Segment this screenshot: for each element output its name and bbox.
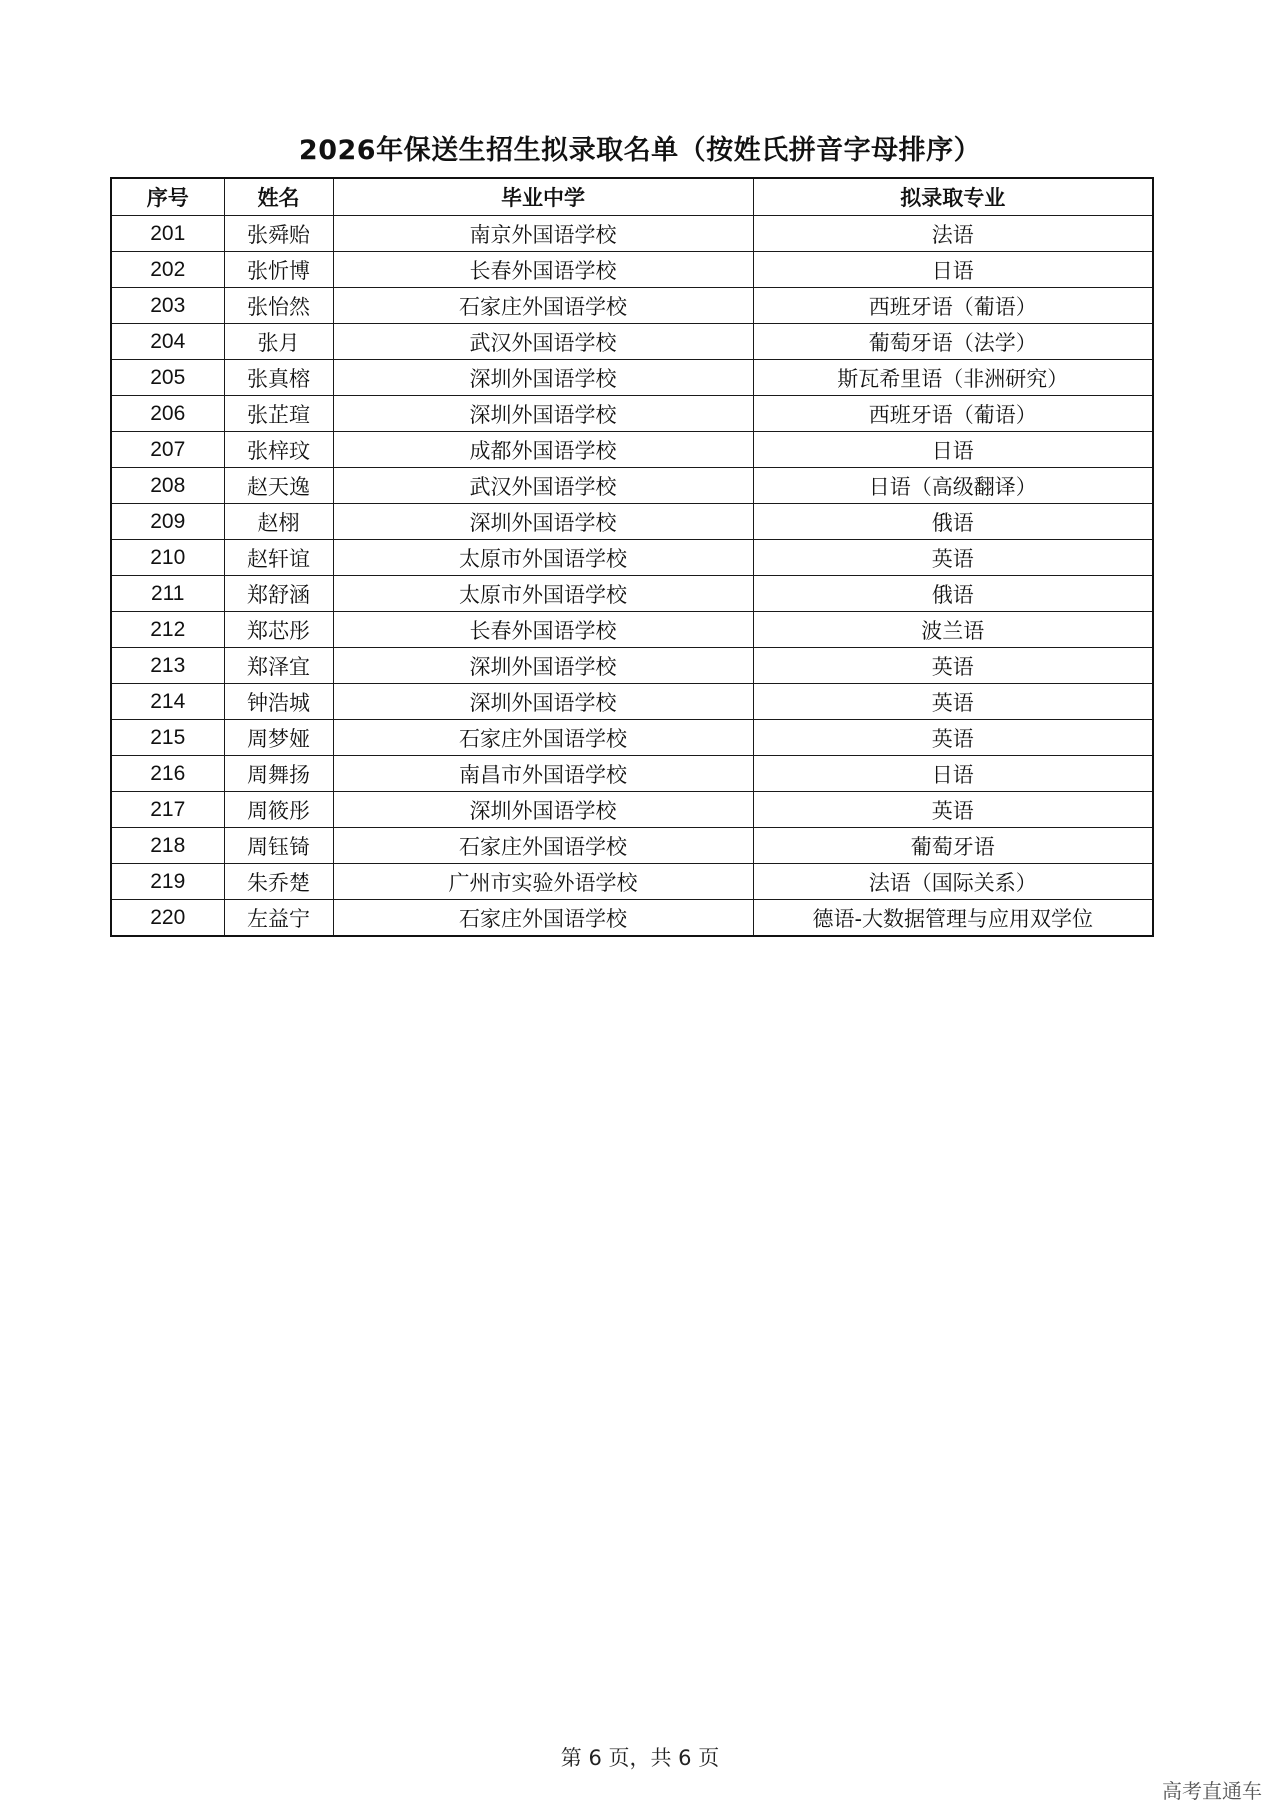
cell-name: 张梓玟 [224, 432, 333, 468]
cell-serial-number: 215 [111, 720, 224, 756]
cell-serial-number: 219 [111, 864, 224, 900]
cell-major: 法语 [753, 216, 1153, 252]
cell-name: 赵栩 [224, 504, 333, 540]
cell-name: 张怡然 [224, 288, 333, 324]
table-header [111, 178, 1153, 216]
cell-serial-number: 211 [111, 576, 224, 612]
cell-major: 波兰语 [753, 612, 1153, 648]
cell-name: 周钰锜 [224, 828, 333, 864]
header-major: 拟录取专业 [753, 178, 1153, 216]
cell-major: 法语（国际关系） [753, 864, 1153, 900]
cell-serial-number: 203 [111, 288, 224, 324]
cell-high-school: 石家庄外国语学校 [333, 900, 753, 937]
cell-high-school: 太原市外国语学校 [333, 540, 753, 576]
cell-serial-number: 204 [111, 324, 224, 360]
cell-high-school: 石家庄外国语学校 [333, 288, 753, 324]
table-row [111, 684, 1153, 720]
table-row [111, 468, 1153, 504]
cell-serial-number: 218 [111, 828, 224, 864]
table-row [111, 648, 1153, 684]
cell-high-school: 武汉外国语学校 [333, 324, 753, 360]
cell-name: 赵天逸 [224, 468, 333, 504]
cell-serial-number: 210 [111, 540, 224, 576]
cell-high-school: 深圳外国语学校 [333, 504, 753, 540]
cell-high-school: 长春外国语学校 [333, 612, 753, 648]
table-body [111, 216, 1153, 937]
cell-major: 葡萄牙语 [753, 828, 1153, 864]
table-row [111, 324, 1153, 360]
cell-high-school: 深圳外国语学校 [333, 396, 753, 432]
table-row [111, 288, 1153, 324]
cell-serial-number: 217 [111, 792, 224, 828]
cell-serial-number: 207 [111, 432, 224, 468]
cell-name: 郑芯彤 [224, 612, 333, 648]
cell-major: 西班牙语（葡语） [753, 288, 1153, 324]
table-row [111, 360, 1153, 396]
table-row [111, 576, 1153, 612]
cell-major: 英语 [753, 720, 1153, 756]
cell-major: 英语 [753, 684, 1153, 720]
cell-name: 左益宁 [224, 900, 333, 937]
table-row [111, 612, 1153, 648]
cell-name: 张真榕 [224, 360, 333, 396]
cell-serial-number: 202 [111, 252, 224, 288]
cell-name: 钟浩城 [224, 684, 333, 720]
table-row [111, 396, 1153, 432]
cell-name: 张忻博 [224, 252, 333, 288]
cell-high-school: 深圳外国语学校 [333, 360, 753, 396]
table-row [111, 432, 1153, 468]
cell-major: 英语 [753, 648, 1153, 684]
cell-major: 英语 [753, 540, 1153, 576]
cell-name: 张舜贻 [224, 216, 333, 252]
cell-serial-number: 214 [111, 684, 224, 720]
cell-major: 德语-大数据管理与应用双学位 [753, 900, 1153, 937]
header-high-school: 毕业中学 [333, 178, 753, 216]
cell-high-school: 深圳外国语学校 [333, 792, 753, 828]
cell-name: 郑舒涵 [224, 576, 333, 612]
cell-serial-number: 220 [111, 900, 224, 937]
cell-major: 斯瓦希里语（非洲研究） [753, 360, 1153, 396]
header-serial-number: 序号 [111, 178, 224, 216]
header-name: 姓名 [224, 178, 333, 216]
document-title: 2026年保送生招生拟录取名单（按姓氏拼音字母排序） [298, 135, 982, 166]
table-row [111, 720, 1153, 756]
cell-major: 日语 [753, 252, 1153, 288]
cell-high-school: 太原市外国语学校 [333, 576, 753, 612]
cell-high-school: 南京外国语学校 [333, 216, 753, 252]
cell-name: 朱乔楚 [224, 864, 333, 900]
table-row [111, 540, 1153, 576]
table-row [111, 900, 1153, 937]
table-row [111, 792, 1153, 828]
cell-high-school: 成都外国语学校 [333, 432, 753, 468]
cell-serial-number: 212 [111, 612, 224, 648]
table-row [111, 756, 1153, 792]
watermark-text: 高考直通车 [1162, 1779, 1262, 1803]
cell-major: 西班牙语（葡语） [753, 396, 1153, 432]
cell-major: 俄语 [753, 576, 1153, 612]
cell-name: 赵轩谊 [224, 540, 333, 576]
header-row [111, 178, 1153, 216]
admission-table [110, 177, 1154, 937]
cell-name: 郑泽宜 [224, 648, 333, 684]
cell-serial-number: 208 [111, 468, 224, 504]
table-row [111, 216, 1153, 252]
cell-high-school: 石家庄外国语学校 [333, 720, 753, 756]
table-row [111, 252, 1153, 288]
cell-high-school: 深圳外国语学校 [333, 684, 753, 720]
cell-high-school: 长春外国语学校 [333, 252, 753, 288]
cell-major: 俄语 [753, 504, 1153, 540]
cell-name: 周筱彤 [224, 792, 333, 828]
cell-serial-number: 209 [111, 504, 224, 540]
cell-serial-number: 216 [111, 756, 224, 792]
cell-serial-number: 206 [111, 396, 224, 432]
cell-name: 张芷瑄 [224, 396, 333, 432]
cell-major: 日语 [753, 756, 1153, 792]
table-row [111, 504, 1153, 540]
cell-major: 英语 [753, 792, 1153, 828]
cell-serial-number: 205 [111, 360, 224, 396]
cell-serial-number: 201 [111, 216, 224, 252]
cell-high-school: 武汉外国语学校 [333, 468, 753, 504]
table-row [111, 828, 1153, 864]
cell-major: 日语（高级翻译） [753, 468, 1153, 504]
cell-serial-number: 213 [111, 648, 224, 684]
cell-name: 张月 [224, 324, 333, 360]
cell-high-school: 广州市实验外语学校 [333, 864, 753, 900]
cell-major: 葡萄牙语（法学） [753, 324, 1153, 360]
page-number: 第 6 页，共 6 页 [560, 1746, 720, 1770]
cell-high-school: 深圳外国语学校 [333, 648, 753, 684]
cell-high-school: 南昌市外国语学校 [333, 756, 753, 792]
cell-high-school: 石家庄外国语学校 [333, 828, 753, 864]
cell-major: 日语 [753, 432, 1153, 468]
cell-name: 周梦娅 [224, 720, 333, 756]
table-row [111, 864, 1153, 900]
cell-name: 周舞扬 [224, 756, 333, 792]
